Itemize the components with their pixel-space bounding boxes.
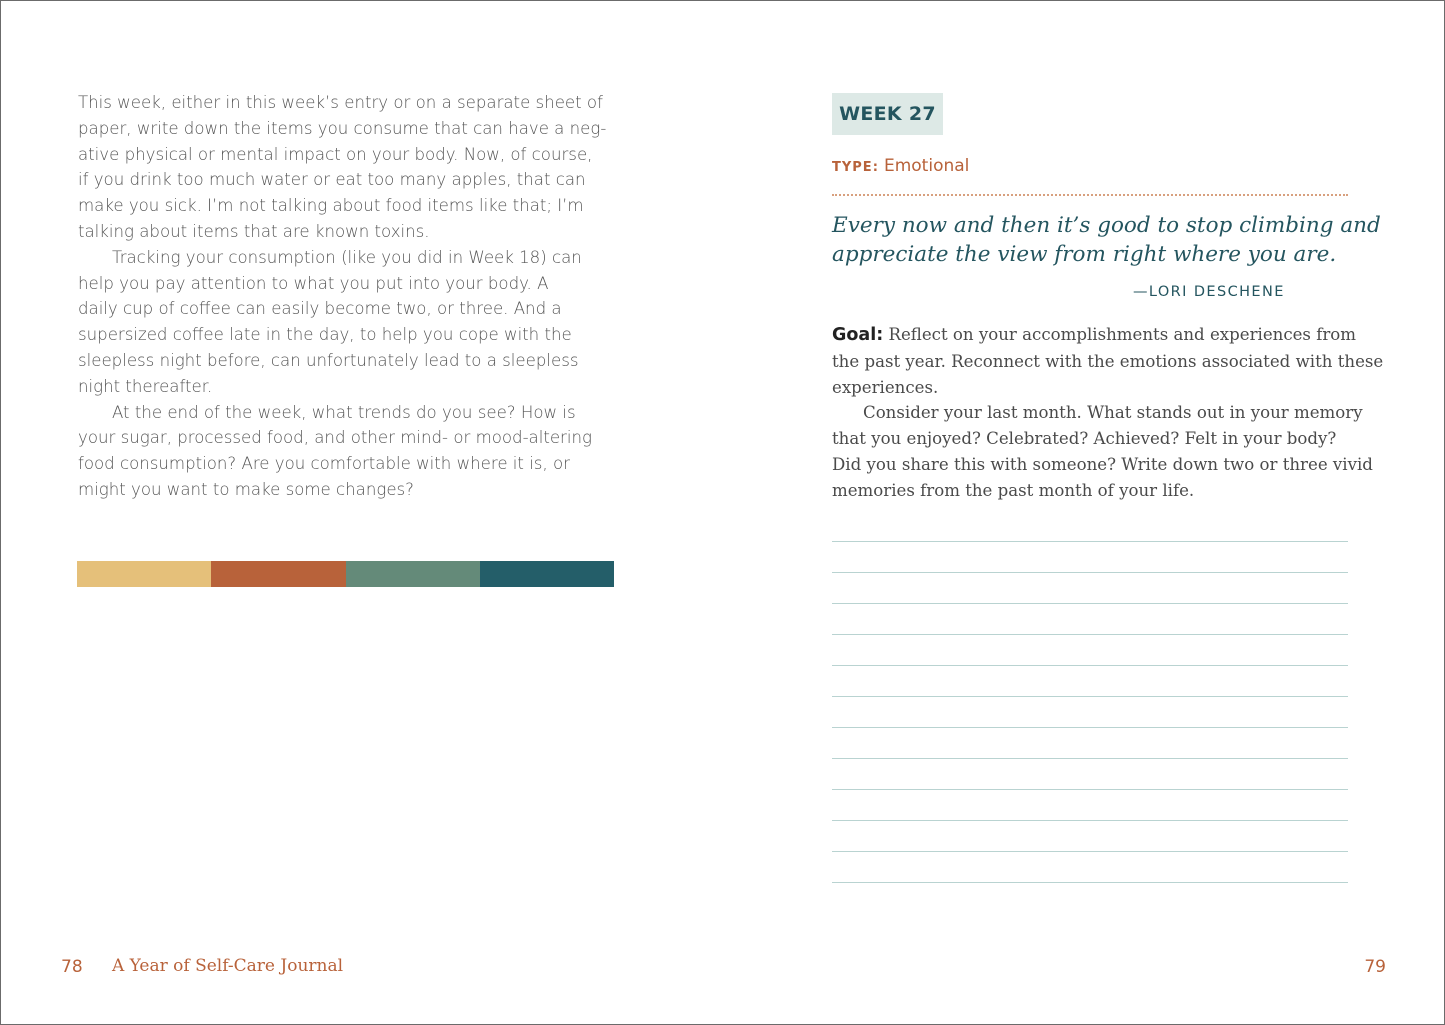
goal-label: Goal:	[832, 325, 884, 345]
prompt-line: that you enjoyed? Celebrated? Achieved? Felt in your body?	[832, 429, 1337, 449]
body-line: make you sick. I’m not talking about food items like that; I’m	[78, 196, 584, 216]
color-bar-segment	[346, 561, 480, 587]
quote	[832, 211, 1381, 269]
dotted-divider	[832, 194, 1348, 196]
type-label: TYPE:	[832, 160, 879, 175]
writing-line[interactable]	[832, 882, 1348, 912]
body-line: sleepless night before, can unfortunately lead to a sleepless	[78, 350, 579, 370]
quote-line: appreciate the view from right where you are.	[832, 242, 1337, 267]
goal-line: experiences.	[832, 377, 939, 397]
body-line: help you pay attention to what you put into your body. A	[78, 273, 549, 293]
writing-line[interactable]	[832, 789, 1348, 819]
goal-text: Reflect on your accomplishments and experiences from	[888, 325, 1357, 344]
prompt-line: Did you share this with someone? Write down two or three vivid	[832, 454, 1373, 474]
body-line: ative physical or mental impact on your body. Now, of course,	[78, 144, 593, 164]
goal-line: the past year. Reconnect with the emotions associated with these	[832, 351, 1384, 371]
quote-attribution: —LORI DESCHENE	[1133, 284, 1285, 300]
body-line: paper, write down the items you consume that can have a neg-	[78, 118, 607, 138]
body-line: supersized coffee late in the day, to help you cope with the	[78, 325, 572, 345]
week-tag: WEEK 27	[832, 93, 943, 135]
color-bar-segment	[211, 561, 345, 587]
decorative-color-bar	[77, 561, 614, 587]
writing-line[interactable]	[832, 572, 1348, 602]
running-title: A Year of Self-Care Journal	[112, 956, 344, 976]
writing-line[interactable]	[832, 634, 1348, 664]
writing-line[interactable]	[832, 851, 1348, 881]
body-line: Tracking your consumption (like you did in Week 18) can	[112, 247, 582, 267]
body-line: talking about items that are known toxins.	[78, 221, 430, 241]
quote-line: Every now and then it’s good to stop climbing and	[832, 213, 1381, 238]
prompt-line: memories from the past month of your life.	[832, 480, 1195, 500]
writing-line[interactable]	[832, 820, 1348, 850]
body-line: your sugar, processed food, and other mind- or mood-altering	[78, 428, 592, 448]
goal-section	[832, 322, 1384, 504]
writing-line[interactable]	[832, 727, 1348, 757]
color-bar-segment	[77, 561, 211, 587]
color-bar-segment	[480, 561, 614, 587]
body-line: This week, either in this week’s entry or on a separate sheet of	[78, 93, 603, 112]
writing-line[interactable]	[832, 541, 1348, 571]
body-line: daily cup of coffee can easily become two, or three. And a	[78, 299, 562, 319]
body-line: food consumption? Are you comfortable with where it is, or	[78, 454, 570, 474]
body-line: if you drink too much water or eat too many apples, that can	[78, 170, 586, 190]
writing-line[interactable]	[832, 758, 1348, 788]
type-line	[832, 156, 969, 176]
type-value: Emotional	[883, 156, 970, 176]
page-number-left: 78	[61, 957, 83, 977]
body-line: At the end of the week, what trends do you see? How is	[112, 402, 576, 422]
writing-line[interactable]	[832, 603, 1348, 633]
writing-line[interactable]	[832, 665, 1348, 695]
goal-line	[832, 322, 1357, 349]
body-line: night thereafter.	[78, 376, 213, 396]
left-page-body	[78, 90, 623, 503]
page-number-right: 79	[1364, 957, 1386, 977]
prompt-line: Consider your last month. What stands out in your memory	[863, 403, 1363, 423]
body-line: might you want to make some changes?	[78, 479, 414, 499]
writing-lines[interactable]	[832, 541, 1348, 913]
writing-line[interactable]	[832, 696, 1348, 726]
